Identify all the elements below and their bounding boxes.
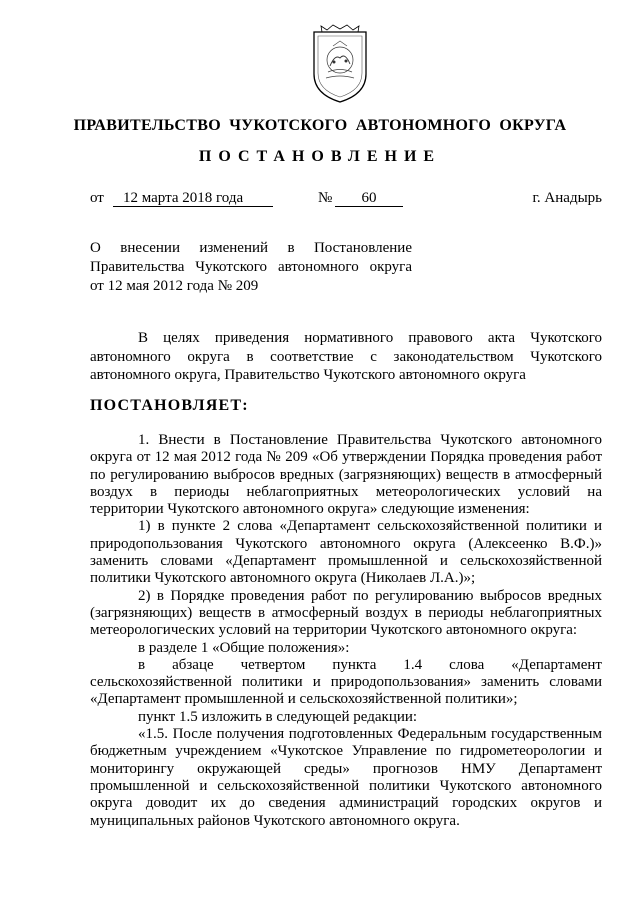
body-line: территории Чукотского автономного округа» следующие изменения:	[90, 501, 530, 518]
coat-of-arms-emblem	[308, 24, 372, 106]
document-number: 60	[335, 190, 403, 207]
document-meta	[90, 190, 602, 210]
body-line: 1. Внести в Постановление Правительства Чукотского автономного	[138, 432, 602, 448]
body-line: округа от 12 мая 2012 года № 209 «Об утверждении Порядка проведения работ	[90, 449, 602, 466]
body-line: 2) в Порядке проведения работ по регулированию выбросов вредных	[138, 587, 602, 604]
decree-heading: ПОСТАНОВЛЯЕТ:	[90, 397, 249, 414]
subject-line: Правительства Чукотского автономного округа	[90, 259, 412, 275]
subject-line: О внесении изменений в Постановление	[90, 240, 412, 256]
date-prefix: от	[90, 190, 104, 206]
preamble-line: автономного округа в соответствие с законодательством Чукотского	[90, 348, 602, 365]
body-line: муниципальных районов Чукотского автономного округа.	[90, 812, 460, 829]
preamble-line: автономного округа, Правительство Чукотского автономного округа	[90, 367, 526, 383]
number-label: №	[318, 190, 333, 206]
body-line: мониторингу окружающей среды» прогнозов НМУ Департамент	[90, 760, 602, 777]
body-line: пункт 1.5 изложить в следующей редакции:	[138, 708, 418, 725]
subject-line: от 12 мая 2012 года № 209	[90, 278, 259, 294]
decree-body	[90, 432, 602, 830]
body-line: сельскохозяйственной политики и природопользования» заменить словами	[90, 674, 602, 691]
document-date: 12 марта 2018 года	[113, 190, 273, 207]
body-line: «Департамент промышленной и сельскохозяйственной политики»;	[90, 691, 518, 708]
body-line: промышленной и сельскохозяйственной политики Чукотского автономного	[90, 777, 602, 794]
body-line: по регулированию выбросов вредных (загрязняющих) веществ в атмосферный	[90, 466, 602, 483]
document-subject	[90, 239, 412, 296]
preamble-paragraph	[90, 329, 602, 385]
body-line: политики Чукотского автономного округа (Николаев Л.А.)»;	[90, 570, 476, 587]
body-line: 1) в пункте 2 слова «Департамент сельскохозяйственной политики и	[138, 518, 602, 535]
body-line: «1.5. После получения подготовленных Федеральным государственным	[138, 726, 602, 743]
body-line: бюджетным учреждением «Чукотское Управление по гидрометеорологии и	[90, 743, 602, 760]
body-line: метеорологических условий на территории Чукотского автономного округа:	[90, 622, 578, 639]
body-line: воздух в периоды неблагоприятных метеорологических условий на	[90, 483, 602, 500]
body-line: в разделе 1 «Общие положения»:	[138, 639, 350, 656]
preamble-line: В целях приведения нормативного правового акта Чукотского	[138, 330, 602, 346]
body-line: (загрязняющих) веществ в атмосферный воздух в периоды неблагоприятных	[90, 604, 602, 621]
body-line: в абзаце четвертом пункта 1.4 слова «Департамент	[138, 656, 602, 673]
body-line: природопользования Чукотского автономного округа (Алексеенко В.Ф.)»	[90, 535, 602, 552]
body-line: округа доводит их до сведения администраций городских округов и	[90, 795, 602, 812]
document-place: г. Анадырь	[532, 190, 602, 206]
government-title: ПРАВИТЕЛЬСТВО ЧУКОТСКОГО АВТОНОМНОГО ОКРУГА	[73, 117, 567, 134]
document-type: ПОСТАНОВЛЕНИЕ	[198, 148, 442, 165]
body-line: заменить словами «Департамент промышленной и сельскохозяйственной	[90, 553, 602, 570]
